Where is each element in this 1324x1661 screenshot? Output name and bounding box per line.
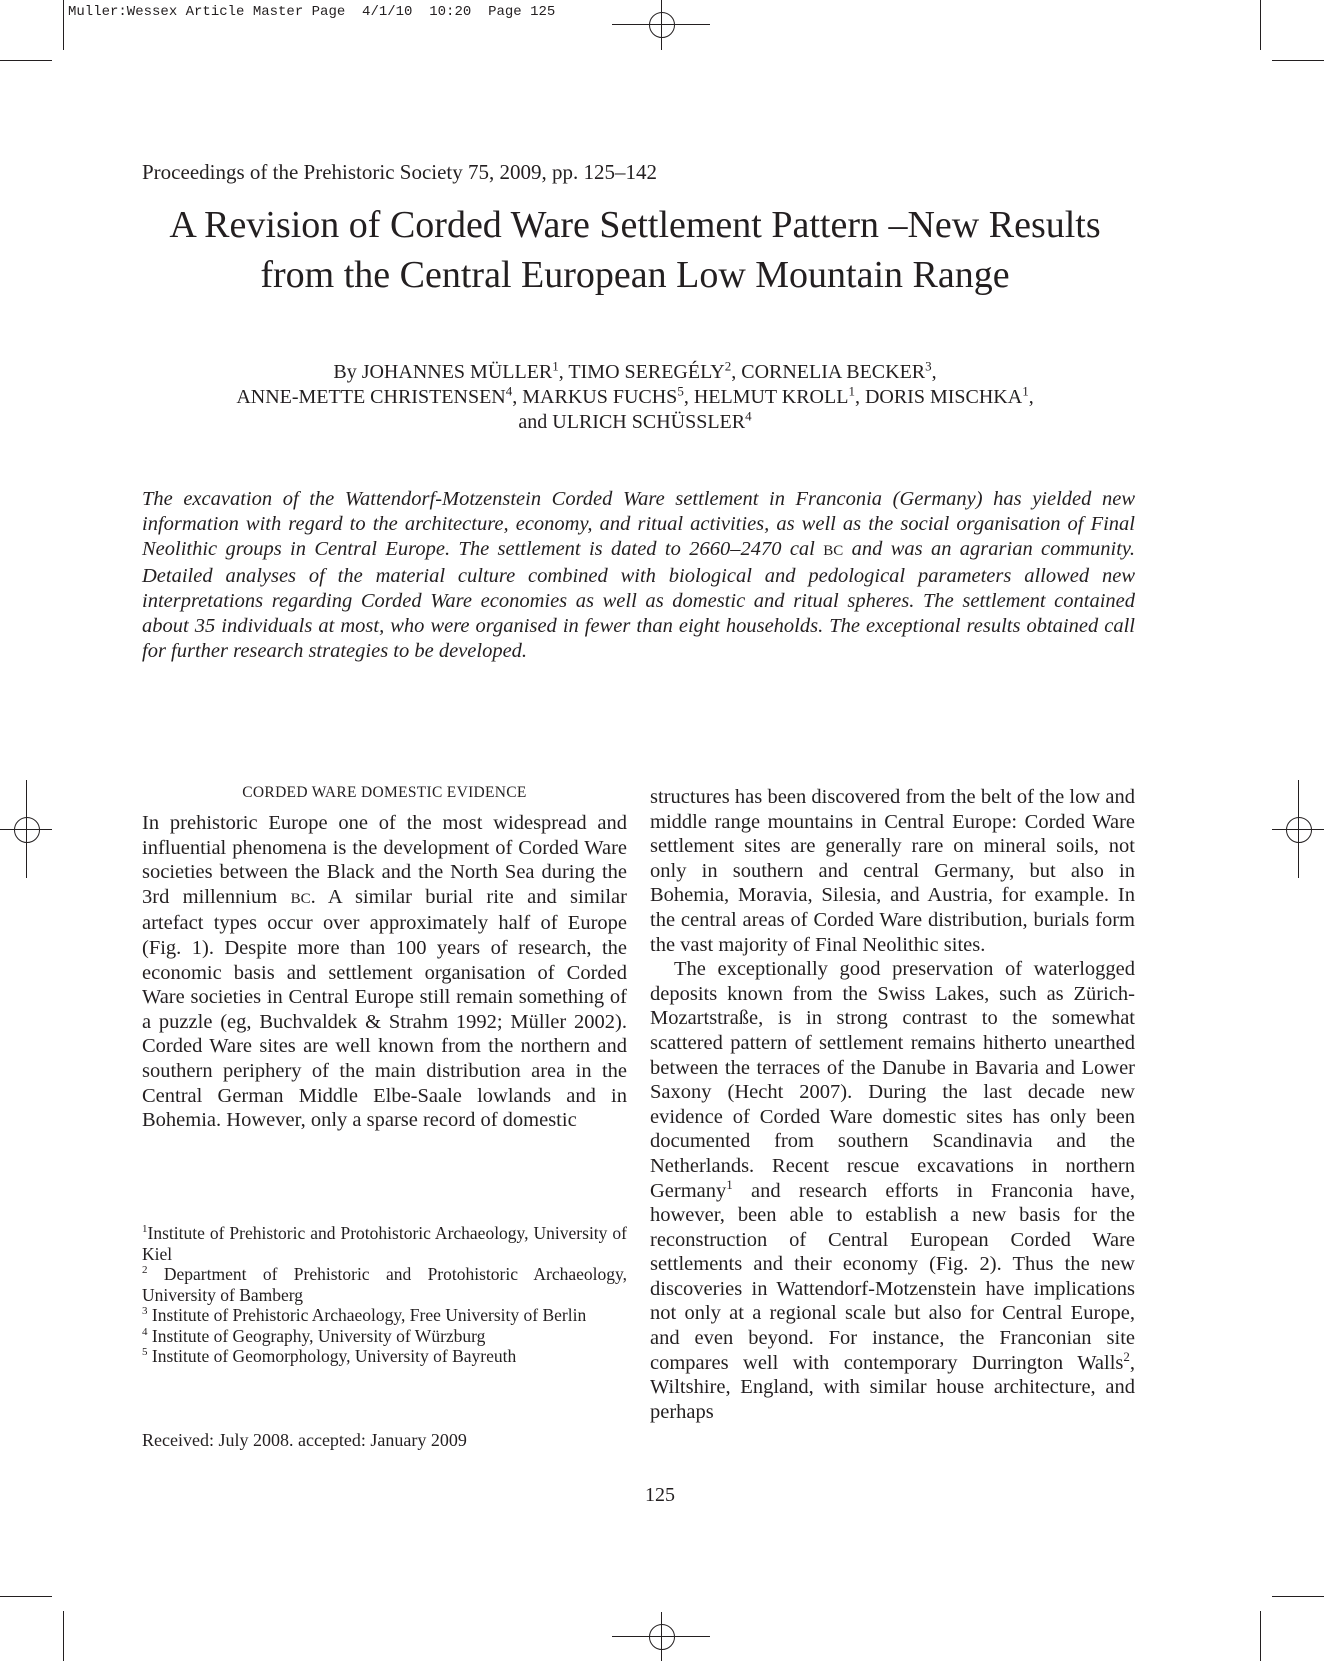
right-column-text [650,785,1135,1424]
author-name: TIMO SEREGÉLY [568,361,725,383]
affiliation-mark: 5 [677,383,684,399]
author-name: MARKUS FUCHS [522,386,678,408]
author-name: ULRICH SCHÜSSLER [552,411,746,433]
journal-citation: Proceedings of the Prehistoric Society 75, 2009, pp. 125–142 [142,160,658,184]
footnote: $^1$Institute of Prehistoric and Protohistoric Archaeology, University of Kiel [142,1223,627,1264]
author-name: HELMUT KROLL [693,386,849,408]
author-name: DORIS MISCHKA [864,386,1023,408]
affiliation-mark: 1 [1022,383,1029,399]
affiliation-mark: 3 [925,358,932,374]
footnote: $^4$ Institute of Geography, University of Würzburg [142,1325,486,1346]
received-date: Received: July 2008. accepted: January 2009 [142,1430,467,1450]
affiliation-mark: 1 [848,383,855,399]
footnote: $^5$ Institute of Geomorphology, University of Bayreuth [142,1346,517,1366]
abstract: The excavation of the Wattendorf-Motzenstein Corded Ware settlement in Franconia (Germany) has yielded new information with regard to the architecture, economy, and ritual activities, as well as the social organisation of Final Neolithic groups in Central Europe. The settlement is dated to 2660–2470 cal BC and was an agrarian community. Detailed analyses of the material culture combined with biological and pedological parameters allowed new interpretations regarding Corded Ware economies as well as domestic and ritual spheres. The settlement contained about 35 individuals at most, who were organised in fewer than eight households. The exceptional results obtained call for further research strategies to be developed. [142,488,1135,662]
affiliation-mark: 1 [552,358,559,374]
footnote: $^2$ Department of Prehistoric and Protohistoric Archaeology, University of Bamberg [142,1264,627,1305]
affiliation-mark: 4 [745,408,752,424]
paragraph: structures has been discovered from the belt of the low and middle range mountains in Central Europe: Corded Ware settlement sites are generally rare on mineral soils, not only in southern and central Germany, but also in Bohemia, Moravia, Silesia, and Austria, for example. In the central areas of Corded Ware distribution, burials form the vast majority of Final Neolithic sites. [650,786,1135,956]
left-column-text: In prehistoric Europe one of the most widespread and influential phenomena is the development of Corded Ware societies between the Black and the North Sea during the 3rd millennium BC. A similar burial rite and similar artefact types occur over approximately half of Europe (Fig. 1). Despite more than 100 years of research, the economic basis and settlement organisation of Corded Ware societies in Central Europe still remain something of a puzzle (eg, Buchvaldek & Strahm 1992; Müller 2002). Corded Ware sites are well known from the northern and southern periphery of the main distribution area in the Central German Middle Elbe-Saale lowlands and in Bohemia. However, only a sparse record of domestic [142,812,627,1132]
footnotes [142,1223,627,1367]
page-number: 125 [645,1484,675,1506]
print-slug: Muller:Wessex Article Master Page 4/1/10 10:20 Page 125 [68,4,556,20]
paragraph: The exceptionally good preservation of waterlogged deposits known from the Swiss Lakes, such as Zürich-Mozartstraße, is in strong contrast to the somewhat scattered pattern of settlement remains hitherto unearthed between the terraces of the Danube in Bavaria and Lower Saxony (Hecht 2007). During the last decade new evidence of Corded Ware domestic sites has only been documented from southern Scandinavia and the Netherlands. Recent rescue excavations in northern Germany$^1$ and research efforts in Franconia have, however, been able to establish a new basis for the reconstruction of Central European Corded Ware settlements and their economy (Fig. 2). Thus the new discoveries in Wattendorf-Motzenstein have implications not only at a regional scale but also for Central Europe, and even beyond. For instance, the Franconian site compares well with contemporary Durrington Walls$^2$, Wiltshire, England, with similar house architecture, and perhaps [650,958,1135,1423]
section-heading: CORDED WARE DOMESTIC EVIDENCE [242,784,527,801]
author-name: ANNE-METTE CHRISTENSEN [236,386,506,408]
author-list: By JOHANNES MÜLLER$^1$, TIMO SEREGÉLY$^2$, CORNELIA BECKER$^3$, ANNE-METTE CHRISTENSEN$^4$, MARKUS FUCHS$^5$, HELMUT KROLL$^1$, DORIS MISCHKA$^1$, and ULRICH SCHÜSSLER$^4$ [236,358,1034,433]
affiliation-mark: 4 [505,383,513,399]
footnote: $^3$ Institute of Prehistoric Archaeology, Free University of Berlin [142,1305,587,1325]
article-title: A Revision of Corded Ware Settlement Pattern –New Results from the Central European Low Mountain Range [169,204,1101,296]
author-name: JOHANNES MÜLLER [361,361,553,383]
author-name: CORNELIA BECKER [741,361,926,383]
affiliation-mark: 2 [724,358,732,374]
